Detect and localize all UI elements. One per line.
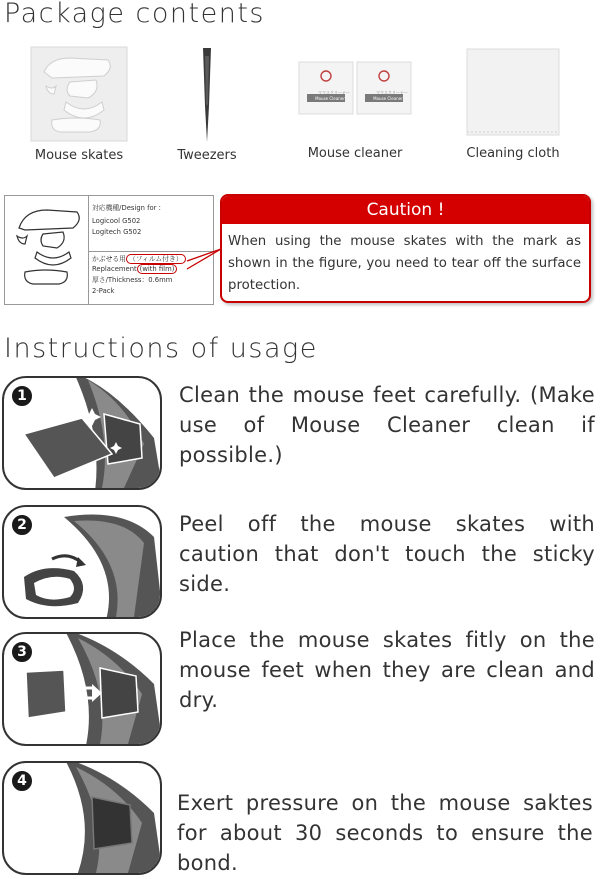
step-number-badge: 4 [10,769,34,793]
label-pack: 2-Pack [92,287,115,295]
package-contents-title: Package contents [4,0,266,29]
label-design-for: 対応機種/Design for : [92,204,161,212]
package-item-label: Mouse skates [34,148,124,163]
label-replacement-jp [92,255,186,264]
step-number-badge: 3 [10,640,34,664]
cleaner-packet-label: Mouse Cleaner [315,96,345,101]
caution-text: When using the mouse skates with the mark as shown in the figure, you need to tear off the surface protection. [228,234,581,293]
step-1-text: Clean the mouse feet carefully. (Make use of Mouse Cleaner clean if possible.) [179,383,595,467]
step-2-illustration [2,505,162,619]
label-replacement-en-prefix: Replacement [92,265,137,273]
caution-title: Caution ! [222,196,589,224]
package-item-cleaning-cloth [448,40,578,170]
step-2-text: Peel off the mouse skates with caution that don't touch the sticky side. [179,512,595,596]
caution-connector [185,245,225,275]
label-replacement-en [92,265,177,274]
mouse-skates-sheet-icon [30,46,128,142]
step-3-illustration [2,632,162,746]
label-model-1: Logicool G502 [92,217,141,225]
package-item-tweezers [142,40,272,170]
skate-shapes-diagram-icon [11,206,85,298]
package-item-mouse-skates [14,40,144,170]
package-item-mouse-cleaner [290,40,420,170]
label-replacement-jp-prefix: かぶせる用 [92,255,126,263]
label-divider [88,196,89,304]
cleaner-packet-label: Mouse Cleaner [373,96,403,101]
cleaner-packet-text: マウスクリーナー [376,90,408,95]
step-4-text: Exert pressure on the mouse saktes for about 30 seconds to ensure the bond. [177,791,593,875]
package-item-label: Tweezers [177,148,237,163]
step-4-illustration [2,761,162,875]
cleaner-packet-text: マウスクリーナー [318,90,350,95]
step-3-text: Place the mouse skates fitly on the mouse feet when they are clean and dry. [179,628,595,712]
step-number-badge: 2 [10,513,34,537]
label-thickness: 厚さ/Thickness：0.6mm [92,276,173,284]
package-item-label: Mouse cleaner [307,146,403,161]
instructions-title: Instructions of usage [4,333,318,364]
step-1-illustration [2,376,162,490]
package-item-label: Cleaning cloth [466,146,560,161]
product-label-card [4,195,214,305]
cleaning-cloth-icon [464,46,562,138]
label-model-2: Logitech G502 [92,228,142,236]
tweezers-icon [187,46,227,146]
step-number-badge: 1 [10,384,34,408]
label-film-mark-jp: （フィルム付き） [126,254,186,264]
label-film-mark-en: (with film) [137,264,178,274]
caution-box [220,194,591,303]
